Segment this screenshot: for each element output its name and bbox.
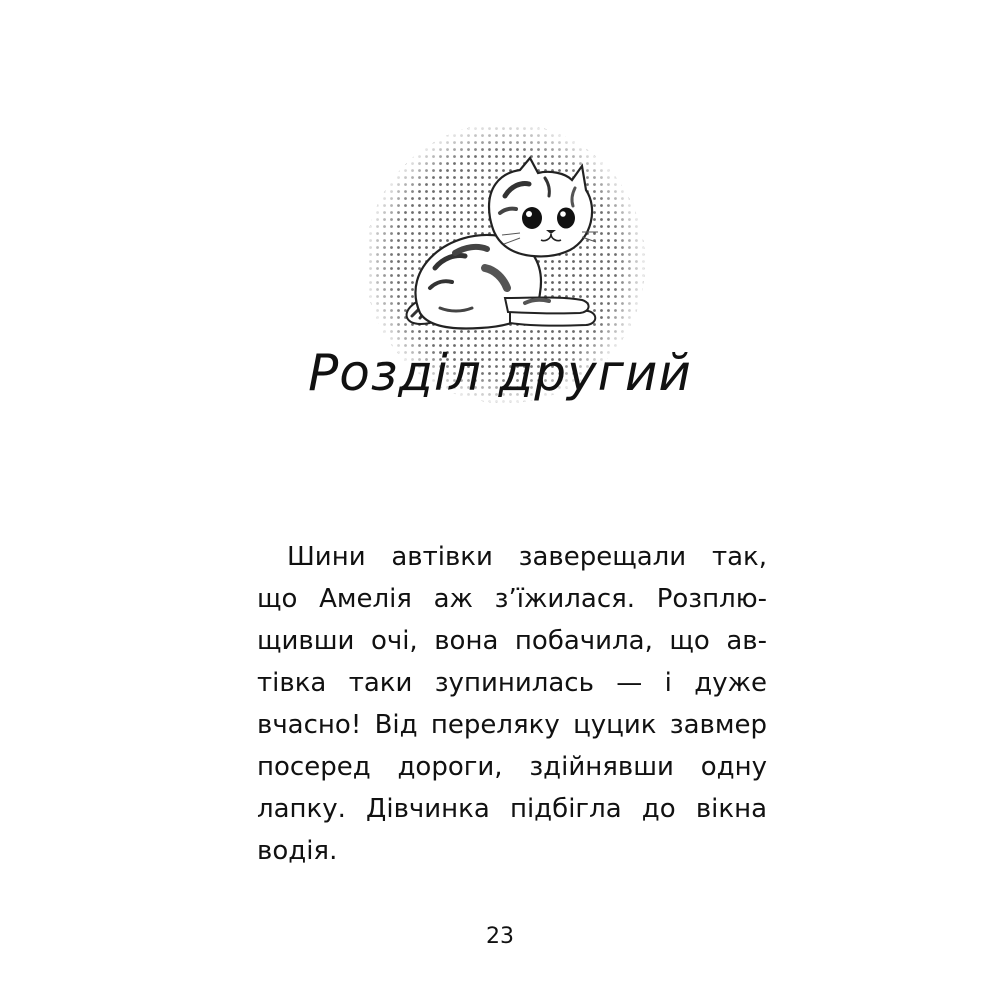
text-line: щивши очі, вона побачила, що ав- xyxy=(257,626,767,656)
text-line: Шини автівки заверещали так, xyxy=(287,542,767,572)
text-line: вчасно! Від переляку цуцик завмер xyxy=(257,710,767,740)
page-number: 23 xyxy=(486,924,514,949)
text-line: водія. xyxy=(257,836,338,866)
chapter-title: Розділ другий xyxy=(308,344,692,402)
text-line: що Амелія аж з’їжилася. Розплю- xyxy=(257,584,767,614)
body-paragraph xyxy=(257,536,767,872)
text-line: тівка таки зупинилась — і дуже xyxy=(257,668,767,698)
text-line: лапку. Дівчинка підбігла до вікна xyxy=(257,794,767,824)
text-line: посеред дороги, здійнявши одну xyxy=(257,752,767,782)
